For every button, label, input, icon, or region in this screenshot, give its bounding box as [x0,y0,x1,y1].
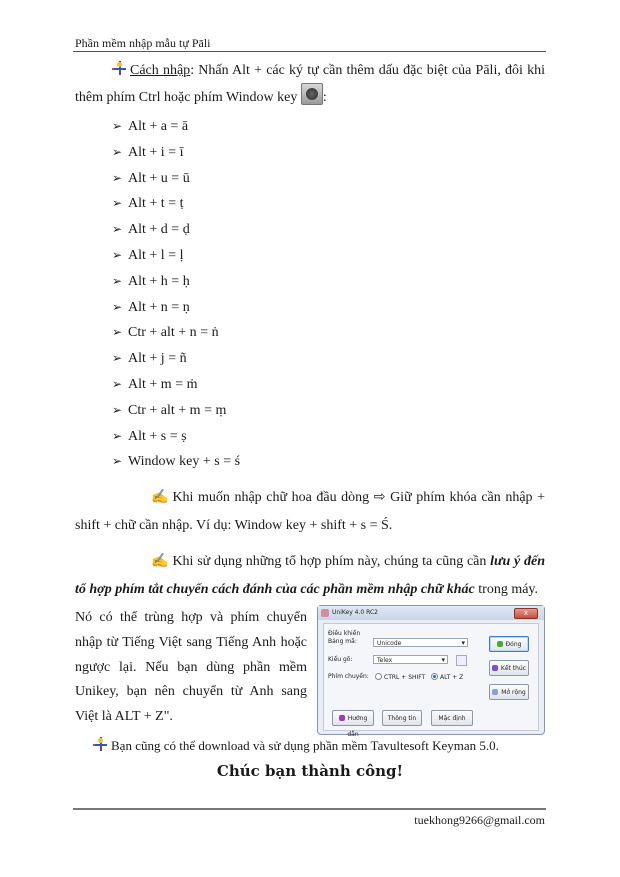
arrow-bullet-icon: ➢ [112,144,123,159]
info-button[interactable]: Thông tin [382,710,422,726]
control-group [328,627,480,691]
shortcut-result: ṭ [179,196,184,212]
shortcut-combo: Window key + s [128,454,220,470]
unikey-body [323,623,539,738]
tip2-plain2: trong máy. [474,582,539,597]
input-method-select[interactable]: Telex ▾ [373,655,448,664]
pushpin-icon [113,61,127,75]
equals-sign: = [167,273,183,289]
shortcut-result: ū [182,170,190,186]
shortcut-list [112,114,240,475]
pushpin-icon [94,737,108,751]
equals-sign: = [167,222,183,238]
shortcut-item [112,191,240,217]
footer-rule [73,808,546,810]
shortcut-result: ḷ [179,247,184,263]
radio-alt-z[interactable] [431,673,463,681]
tip-uppercase [75,484,545,540]
equals-sign: = [164,247,180,263]
arrow-bullet-icon: ➢ [112,428,123,443]
unikey-titlebar [318,606,544,620]
btn-exit-label: Kết thúc [500,665,527,672]
equals-sign: = [196,325,212,341]
equals-sign: = [164,144,180,160]
arrow-bullet-icon: ➢ [112,299,123,314]
equals-sign: = [167,119,182,134]
arrow-bullet-icon: ➢ [112,247,123,262]
equals-sign: = [167,170,183,186]
expand-button[interactable] [489,684,529,700]
btn-expand-label: Mở rộng [501,689,526,696]
tip2-emphasis: lưu ý đến tổ hợp phím tắt chuyển cách đánh của các phần mềm nhập chữ khác [75,554,545,597]
shortcut-combo: Alt + a [128,119,167,134]
shortcut-result: ś [234,454,241,470]
default-button[interactable]: Mặc định [431,710,473,726]
checkmark-icon [497,641,503,647]
close-button[interactable]: x [514,608,538,619]
download-note [94,737,499,754]
radio-dot-icon [375,673,382,680]
btn-help-label: Hướng dẫn [347,715,368,738]
equals-sign: = [164,196,180,212]
shortcut-item [112,424,240,450]
charset-label: Bảng mã: [328,638,357,645]
intro-label: Cách nhập [130,63,191,78]
shortcut-item [112,140,240,166]
shortcut-result: ṇ [182,299,190,315]
shortcut-item [112,398,240,424]
shortcut-result: ṅ [211,325,219,341]
shortcut-item [112,346,240,372]
input-method-label: Kiểu gõ: [328,656,353,663]
shortcut-item [112,243,240,269]
shortcut-combo: Alt + d [128,222,168,238]
shortcut-item [112,166,240,192]
unikey-app-icon [321,609,329,617]
shortcut-combo: Alt + l [128,247,165,263]
closing-heading: Chúc bạn thành công! [216,762,404,780]
intro-text: : Nhấn Alt + các ký tự cần thêm dấu đặc biệt của Pāli, đôi khi thêm phím Ctrl hoặc phím Window key [75,63,546,105]
arrow-bullet-icon: ➢ [112,119,123,133]
radio-dot-selected-icon [431,673,438,680]
shortcut-combo: Alt + t [128,196,165,212]
equals-sign: = [167,299,183,315]
page-header: Phần mềm nhập mẫu tự Pāli [75,36,211,50]
shortcut-result: ṃ [215,402,227,418]
equals-sign: = [171,376,187,392]
shortcut-result: ī [179,144,184,160]
right-arrow-icon: ⇨ [373,490,386,505]
equals-sign: = [200,402,216,418]
more-options-button[interactable] [456,655,467,666]
exit-icon [492,665,498,671]
close-dialog-button[interactable] [489,636,529,652]
equals-sign: = [219,454,235,470]
arrow-bullet-icon: ➢ [112,325,123,340]
download-text: Bạn cũng có thể download và sử dụng phần mềm Tavultesoft Keyman 5.0. [111,738,499,753]
shortcut-combo: Alt + i [128,144,165,160]
shortcut-item [112,449,240,475]
tip1-part1: Khi muốn nhập chữ hoa đầu dòng [172,490,370,505]
windows-key-icon [301,83,323,105]
radio-ctrl-shift[interactable] [375,673,425,681]
shortcut-result: ā [181,119,189,134]
arrow-bullet-icon: ➢ [112,376,123,391]
header-rule [73,51,546,52]
charset-select[interactable]: Unicode ▾ [373,638,468,647]
intro-paragraph [75,59,545,110]
tip-conflict [75,548,545,604]
radio-alt-z-label: ALT + Z [440,674,464,681]
exit-button[interactable] [489,660,529,676]
shortcut-result: ṁ [186,376,198,392]
arrow-bullet-icon: ➢ [112,454,123,469]
shortcut-item [112,372,240,398]
intro-colon: : [322,90,327,105]
tip1-part2: Giữ phím khóa cần nhập + shift + chữ cần nhập. Ví dụ: Window key + shift + s = Ś. [75,490,546,533]
arrow-bullet-icon: ➢ [112,402,123,417]
expand-icon [492,689,498,695]
shortcut-combo: Ctr + alt + m [128,402,201,418]
footer-email: tuekhong9266@gmail.com [414,813,545,827]
arrow-bullet-icon: ➢ [112,273,123,288]
shortcut-item [112,320,240,346]
help-book-icon [339,715,345,721]
help-button[interactable] [332,710,374,738]
btn-close-label: Đóng [505,641,522,648]
shortcut-combo: Alt + j [128,351,165,367]
shortcut-result: ḍ [182,222,190,238]
shortcut-result: ṣ [181,428,187,444]
arrow-bullet-icon: ➢ [112,351,123,366]
writing-hand-icon: ✍ [151,490,169,505]
equals-sign: = [164,351,180,367]
radio-ctrl-shift-label: CTRL + SHIFT [384,674,426,681]
shortcut-item [112,295,240,321]
arrow-bullet-icon: ➢ [112,170,123,185]
writing-hand-icon: ✍ [151,554,169,569]
shortcut-item [112,217,240,243]
shortcut-combo: Ctr + alt + n [128,325,197,341]
shortcut-combo: Alt + h [128,273,168,289]
equals-sign: = [166,428,182,444]
unikey-window [317,605,545,738]
shortcut-combo: Alt + m [128,376,172,392]
shortcut-item [112,269,240,295]
unikey-title: UniKey 4.0 RC2 [332,609,378,616]
shortcut-result: ḥ [182,273,190,289]
group-label: Điều khiển [328,630,361,637]
shortcut-combo: Alt + n [128,299,168,315]
shortcut-combo: Alt + u [128,170,168,186]
arrow-bullet-icon: ➢ [112,222,123,237]
tip2-continued: Nó có thể trùng hợp và phím chuyển nhập từ Tiếng Việt sang Tiếng Anh hoặc ngược lại. Nếu bạn dùng phần mềm Unikey, bạn nên chuyển từ Anh sang Việt là ALT + Z". [75,610,307,725]
shortcut-combo: Alt + s [128,428,167,444]
shortcut-result: ñ [179,351,187,367]
switch-key-label: Phím chuyển: [328,673,369,680]
tip2-plain1: Khi sử dụng những tổ hợp phím này, chúng ta cũng cần [172,554,491,569]
arrow-bullet-icon: ➢ [112,196,123,211]
shortcut-item [112,114,240,140]
